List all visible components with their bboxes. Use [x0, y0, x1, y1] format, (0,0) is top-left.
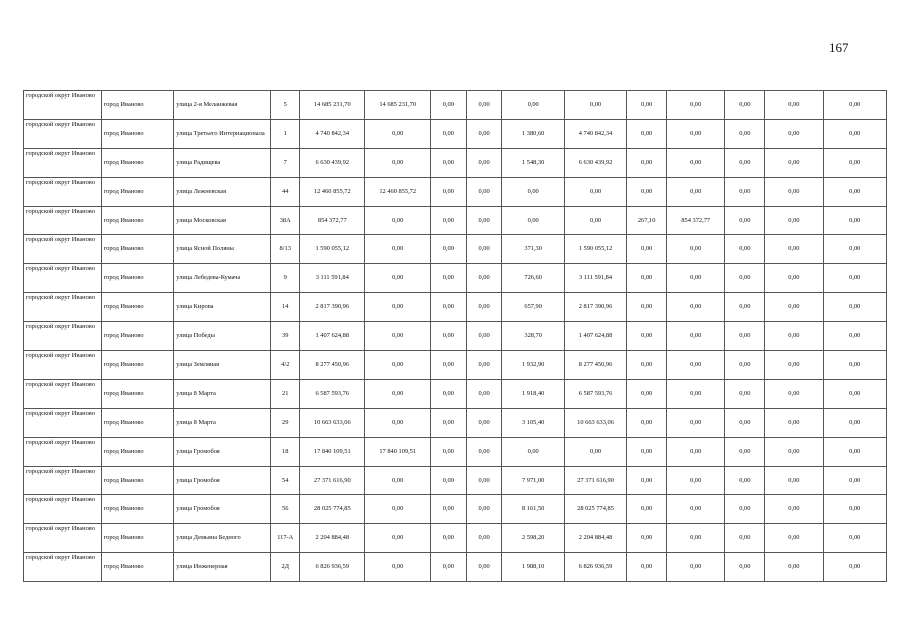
cell-street: улица 2-я Меланжевая	[174, 91, 271, 120]
cell-district: городской округ Иваново	[24, 206, 102, 235]
cell-district: городской округ Иваново	[24, 437, 102, 466]
cell-value-4: 0,00	[466, 206, 502, 235]
cell-value-3: 0,00	[430, 408, 466, 437]
cell-value-10: 0,00	[765, 495, 823, 524]
cell-total-cost: 3 111 591,84	[300, 264, 365, 293]
cell-city: город Иваново	[101, 322, 174, 351]
cell-district: городской округ Иваново	[24, 91, 102, 120]
cell-value-10: 0,00	[765, 235, 823, 264]
cell-value-2: 0,00	[365, 351, 430, 380]
cell-value-5: 0,00	[502, 91, 564, 120]
cell-value-10: 0,00	[765, 408, 823, 437]
cell-value-4: 0,00	[466, 379, 502, 408]
table-row	[24, 91, 887, 120]
cell-district: городской округ Иваново	[24, 351, 102, 380]
cell-street: улица Победы	[174, 322, 271, 351]
cell-value-10: 0,00	[765, 351, 823, 380]
cell-value-8: 0,00	[667, 177, 725, 206]
cell-value-8: 0,00	[667, 437, 725, 466]
cell-value-5: 726,60	[502, 264, 564, 293]
cell-total-cost: 6 587 593,76	[300, 379, 365, 408]
cell-value-8: 0,00	[667, 293, 725, 322]
cell-value-10: 0,00	[765, 148, 823, 177]
cell-house-number: 44	[271, 177, 300, 206]
cell-value-3: 0,00	[430, 119, 466, 148]
cell-value-5: 328,70	[502, 322, 564, 351]
cell-value-5: 3 105,40	[502, 408, 564, 437]
cell-value-9: 0,00	[725, 235, 765, 264]
cell-house-number: 1	[271, 119, 300, 148]
cell-street: улица Третьего Интернационала	[174, 119, 271, 148]
cell-value-11: 0,00	[823, 408, 886, 437]
table-row	[24, 322, 887, 351]
cell-value-8: 0,00	[667, 235, 725, 264]
cell-house-number: 18	[271, 437, 300, 466]
cell-total-cost: 14 685 231,70	[300, 91, 365, 120]
cell-value-8: 0,00	[667, 119, 725, 148]
cell-city: город Иваново	[101, 206, 174, 235]
cell-city: город Иваново	[101, 524, 174, 553]
cell-value-7: 0,00	[627, 119, 667, 148]
cell-value-8: 0,00	[667, 553, 725, 582]
cell-value-11: 0,00	[823, 322, 886, 351]
cell-value-6: 0,00	[564, 177, 626, 206]
cell-value-8: 0,00	[667, 264, 725, 293]
cell-city: город Иваново	[101, 379, 174, 408]
cell-value-10: 0,00	[765, 293, 823, 322]
cell-value-11: 0,00	[823, 466, 886, 495]
cell-district: городской округ Иваново	[24, 119, 102, 148]
cell-value-4: 0,00	[466, 437, 502, 466]
cell-value-6: 6 630 439,92	[564, 148, 626, 177]
cell-value-11: 0,00	[823, 524, 886, 553]
table-row	[24, 293, 887, 322]
cell-total-cost: 4 740 842,34	[300, 119, 365, 148]
cell-value-4: 0,00	[466, 553, 502, 582]
cell-street: улица Инженерная	[174, 553, 271, 582]
table-row	[24, 351, 887, 380]
cell-value-4: 0,00	[466, 408, 502, 437]
cell-value-7: 0,00	[627, 322, 667, 351]
cell-house-number: 8/13	[271, 235, 300, 264]
cell-city: город Иваново	[101, 148, 174, 177]
cell-value-5: 1 932,90	[502, 351, 564, 380]
cell-total-cost: 2 204 884,48	[300, 524, 365, 553]
cell-value-11: 0,00	[823, 148, 886, 177]
table-row	[24, 524, 887, 553]
cell-value-6: 6 826 936,59	[564, 553, 626, 582]
cell-value-3: 0,00	[430, 524, 466, 553]
cell-value-7: 0,00	[627, 264, 667, 293]
cell-total-cost: 10 663 633,06	[300, 408, 365, 437]
cell-house-number: 38А	[271, 206, 300, 235]
cell-value-5: 0,00	[502, 206, 564, 235]
table-row	[24, 495, 887, 524]
cell-value-11: 0,00	[823, 495, 886, 524]
cell-value-2: 0,00	[365, 524, 430, 553]
cell-district: городской округ Иваново	[24, 495, 102, 524]
cell-value-3: 0,00	[430, 177, 466, 206]
cell-city: город Иваново	[101, 119, 174, 148]
cell-house-number: 117-А	[271, 524, 300, 553]
cell-total-cost: 6 630 439,92	[300, 148, 365, 177]
cell-value-9: 0,00	[725, 524, 765, 553]
cell-house-number: 29	[271, 408, 300, 437]
cell-street: улица Громобоя	[174, 437, 271, 466]
cell-value-5: 2 598,20	[502, 524, 564, 553]
cell-value-3: 0,00	[430, 437, 466, 466]
cell-value-10: 0,00	[765, 91, 823, 120]
cell-value-6: 1 407 624,88	[564, 322, 626, 351]
cell-value-10: 0,00	[765, 206, 823, 235]
cell-value-4: 0,00	[466, 322, 502, 351]
cell-value-10: 0,00	[765, 466, 823, 495]
cell-city: город Иваново	[101, 466, 174, 495]
cell-value-6: 4 740 842,34	[564, 119, 626, 148]
cell-value-7: 0,00	[627, 177, 667, 206]
table-row	[24, 437, 887, 466]
cell-value-2: 0,00	[365, 293, 430, 322]
cell-street: улица 8 Марта	[174, 408, 271, 437]
cell-house-number: 56	[271, 495, 300, 524]
cell-value-8: 0,00	[667, 466, 725, 495]
housing-table	[23, 90, 887, 582]
table-row	[24, 408, 887, 437]
cell-value-9: 0,00	[725, 322, 765, 351]
cell-district: городской округ Иваново	[24, 148, 102, 177]
cell-value-6: 27 371 616,90	[564, 466, 626, 495]
cell-house-number: 4/2	[271, 351, 300, 380]
cell-street: улица Московская	[174, 206, 271, 235]
cell-city: город Иваново	[101, 235, 174, 264]
cell-value-9: 0,00	[725, 495, 765, 524]
cell-value-2: 0,00	[365, 495, 430, 524]
cell-value-8: 0,00	[667, 495, 725, 524]
cell-house-number: 9	[271, 264, 300, 293]
cell-value-8: 854 372,77	[667, 206, 725, 235]
cell-value-5: 1 548,30	[502, 148, 564, 177]
cell-house-number: 54	[271, 466, 300, 495]
cell-city: город Иваново	[101, 177, 174, 206]
cell-street: улица Ясной Поляны	[174, 235, 271, 264]
cell-value-2: 0,00	[365, 148, 430, 177]
cell-value-11: 0,00	[823, 553, 886, 582]
cell-value-10: 0,00	[765, 119, 823, 148]
cell-street: улица Радищева	[174, 148, 271, 177]
cell-value-7: 0,00	[627, 379, 667, 408]
cell-value-11: 0,00	[823, 351, 886, 380]
cell-city: город Иваново	[101, 495, 174, 524]
cell-street: улица Лежневская	[174, 177, 271, 206]
cell-value-3: 0,00	[430, 91, 466, 120]
cell-value-5: 1 918,40	[502, 379, 564, 408]
cell-value-2: 0,00	[365, 264, 430, 293]
cell-street: улица Громобоя	[174, 495, 271, 524]
cell-district: городской округ Иваново	[24, 293, 102, 322]
cell-value-10: 0,00	[765, 322, 823, 351]
cell-value-3: 0,00	[430, 379, 466, 408]
cell-value-7: 0,00	[627, 91, 667, 120]
table-row	[24, 148, 887, 177]
cell-total-cost: 12 460 855,72	[300, 177, 365, 206]
table-row	[24, 466, 887, 495]
cell-value-8: 0,00	[667, 408, 725, 437]
cell-value-7: 267,10	[627, 206, 667, 235]
cell-value-4: 0,00	[466, 495, 502, 524]
cell-value-9: 0,00	[725, 91, 765, 120]
cell-value-3: 0,00	[430, 264, 466, 293]
cell-district: городской округ Иваново	[24, 322, 102, 351]
cell-value-3: 0,00	[430, 293, 466, 322]
cell-value-2: 0,00	[365, 322, 430, 351]
cell-value-6: 2 817 390,96	[564, 293, 626, 322]
cell-street: улица Кирова	[174, 293, 271, 322]
cell-value-3: 0,00	[430, 322, 466, 351]
cell-city: город Иваново	[101, 293, 174, 322]
cell-value-10: 0,00	[765, 553, 823, 582]
cell-value-4: 0,00	[466, 293, 502, 322]
cell-value-11: 0,00	[823, 235, 886, 264]
cell-city: город Иваново	[101, 351, 174, 380]
cell-street: улица Демьяна Бедного	[174, 524, 271, 553]
cell-value-4: 0,00	[466, 351, 502, 380]
cell-value-6: 0,00	[564, 437, 626, 466]
cell-value-6: 3 111 591,84	[564, 264, 626, 293]
cell-value-9: 0,00	[725, 293, 765, 322]
cell-value-11: 0,00	[823, 437, 886, 466]
cell-house-number: 7	[271, 148, 300, 177]
cell-value-4: 0,00	[466, 466, 502, 495]
cell-total-cost: 27 371 616,90	[300, 466, 365, 495]
cell-value-5: 0,00	[502, 177, 564, 206]
cell-value-4: 0,00	[466, 119, 502, 148]
table-row	[24, 379, 887, 408]
cell-value-5: 371,30	[502, 235, 564, 264]
cell-value-8: 0,00	[667, 322, 725, 351]
cell-value-2: 0,00	[365, 408, 430, 437]
cell-value-7: 0,00	[627, 235, 667, 264]
cell-value-3: 0,00	[430, 206, 466, 235]
cell-value-8: 0,00	[667, 379, 725, 408]
cell-district: городской округ Иваново	[24, 408, 102, 437]
cell-value-6: 1 590 055,12	[564, 235, 626, 264]
cell-total-cost: 1 407 624,88	[300, 322, 365, 351]
cell-street: улица Громобоя	[174, 466, 271, 495]
cell-value-5: 0,00	[502, 437, 564, 466]
cell-value-7: 0,00	[627, 408, 667, 437]
cell-value-9: 0,00	[725, 351, 765, 380]
cell-value-11: 0,00	[823, 206, 886, 235]
cell-street: улица Лебедева-Кумача	[174, 264, 271, 293]
cell-value-10: 0,00	[765, 264, 823, 293]
cell-value-6: 28 025 774,85	[564, 495, 626, 524]
cell-value-2: 0,00	[365, 206, 430, 235]
cell-value-10: 0,00	[765, 177, 823, 206]
cell-value-9: 0,00	[725, 177, 765, 206]
cell-value-11: 0,00	[823, 264, 886, 293]
cell-value-3: 0,00	[430, 553, 466, 582]
cell-house-number: 2Д	[271, 553, 300, 582]
table-row	[24, 264, 887, 293]
cell-value-8: 0,00	[667, 148, 725, 177]
cell-value-6: 8 277 450,96	[564, 351, 626, 380]
cell-street: улица Земляная	[174, 351, 271, 380]
cell-value-9: 0,00	[725, 119, 765, 148]
cell-value-9: 0,00	[725, 553, 765, 582]
cell-value-9: 0,00	[725, 379, 765, 408]
cell-district: городской округ Иваново	[24, 466, 102, 495]
cell-city: город Иваново	[101, 264, 174, 293]
cell-value-5: 1 380,60	[502, 119, 564, 148]
cell-value-2: 0,00	[365, 466, 430, 495]
cell-value-3: 0,00	[430, 351, 466, 380]
cell-value-10: 0,00	[765, 379, 823, 408]
cell-value-11: 0,00	[823, 119, 886, 148]
cell-district: городской округ Иваново	[24, 379, 102, 408]
page-number: 167	[829, 40, 849, 55]
cell-district: городской округ Иваново	[24, 524, 102, 553]
cell-district: городской округ Иваново	[24, 235, 102, 264]
cell-value-7: 0,00	[627, 466, 667, 495]
cell-value-6: 10 663 633,06	[564, 408, 626, 437]
cell-total-cost: 2 817 390,96	[300, 293, 365, 322]
cell-value-7: 0,00	[627, 293, 667, 322]
cell-value-2: 0,00	[365, 553, 430, 582]
cell-district: городской округ Иваново	[24, 264, 102, 293]
cell-value-4: 0,00	[466, 148, 502, 177]
cell-value-2: 14 685 231,70	[365, 91, 430, 120]
cell-value-9: 0,00	[725, 148, 765, 177]
cell-value-7: 0,00	[627, 524, 667, 553]
cell-district: городской округ Иваново	[24, 553, 102, 582]
cell-total-cost: 17 840 109,51	[300, 437, 365, 466]
cell-value-2: 0,00	[365, 119, 430, 148]
cell-house-number: 39	[271, 322, 300, 351]
cell-value-8: 0,00	[667, 351, 725, 380]
cell-value-9: 0,00	[725, 466, 765, 495]
cell-value-8: 0,00	[667, 91, 725, 120]
cell-house-number: 21	[271, 379, 300, 408]
cell-value-11: 0,00	[823, 293, 886, 322]
cell-value-4: 0,00	[466, 264, 502, 293]
table-row	[24, 235, 887, 264]
cell-value-6: 2 204 884,48	[564, 524, 626, 553]
cell-value-6: 6 587 593,76	[564, 379, 626, 408]
cell-value-2: 17 840 109,51	[365, 437, 430, 466]
cell-value-7: 0,00	[627, 351, 667, 380]
cell-value-4: 0,00	[466, 235, 502, 264]
cell-value-4: 0,00	[466, 524, 502, 553]
cell-total-cost: 28 025 774,85	[300, 495, 365, 524]
cell-total-cost: 6 826 936,59	[300, 553, 365, 582]
cell-city: город Иваново	[101, 408, 174, 437]
cell-value-10: 0,00	[765, 437, 823, 466]
cell-city: город Иваново	[101, 437, 174, 466]
cell-total-cost: 854 372,77	[300, 206, 365, 235]
cell-value-5: 7 971,00	[502, 466, 564, 495]
cell-value-3: 0,00	[430, 495, 466, 524]
table-row	[24, 206, 887, 235]
cell-value-7: 0,00	[627, 437, 667, 466]
cell-value-11: 0,00	[823, 91, 886, 120]
cell-district: городской округ Иваново	[24, 177, 102, 206]
cell-value-2: 0,00	[365, 379, 430, 408]
cell-house-number: 14	[271, 293, 300, 322]
cell-value-3: 0,00	[430, 466, 466, 495]
cell-value-3: 0,00	[430, 235, 466, 264]
table-row	[24, 553, 887, 582]
cell-total-cost: 8 277 450,96	[300, 351, 365, 380]
cell-value-8: 0,00	[667, 524, 725, 553]
cell-value-7: 0,00	[627, 148, 667, 177]
cell-value-6: 0,00	[564, 206, 626, 235]
cell-value-7: 0,00	[627, 495, 667, 524]
cell-value-9: 0,00	[725, 264, 765, 293]
cell-value-2: 0,00	[365, 235, 430, 264]
cell-value-2: 12 460 855,72	[365, 177, 430, 206]
table-row	[24, 177, 887, 206]
cell-value-9: 0,00	[725, 408, 765, 437]
cell-total-cost: 1 590 055,12	[300, 235, 365, 264]
table-row	[24, 119, 887, 148]
cell-street: улица 8 Марта	[174, 379, 271, 408]
cell-value-4: 0,00	[466, 91, 502, 120]
cell-value-5: 657,90	[502, 293, 564, 322]
cell-value-3: 0,00	[430, 148, 466, 177]
cell-value-11: 0,00	[823, 177, 886, 206]
cell-house-number: 5	[271, 91, 300, 120]
cell-value-5: 1 988,10	[502, 553, 564, 582]
cell-value-4: 0,00	[466, 177, 502, 206]
cell-value-5: 8 161,50	[502, 495, 564, 524]
cell-city: город Иваново	[101, 553, 174, 582]
cell-value-9: 0,00	[725, 206, 765, 235]
cell-value-10: 0,00	[765, 524, 823, 553]
cell-value-7: 0,00	[627, 553, 667, 582]
cell-value-11: 0,00	[823, 379, 886, 408]
table-body	[24, 91, 887, 582]
cell-value-6: 0,00	[564, 91, 626, 120]
cell-city: город Иваново	[101, 91, 174, 120]
cell-value-9: 0,00	[725, 437, 765, 466]
